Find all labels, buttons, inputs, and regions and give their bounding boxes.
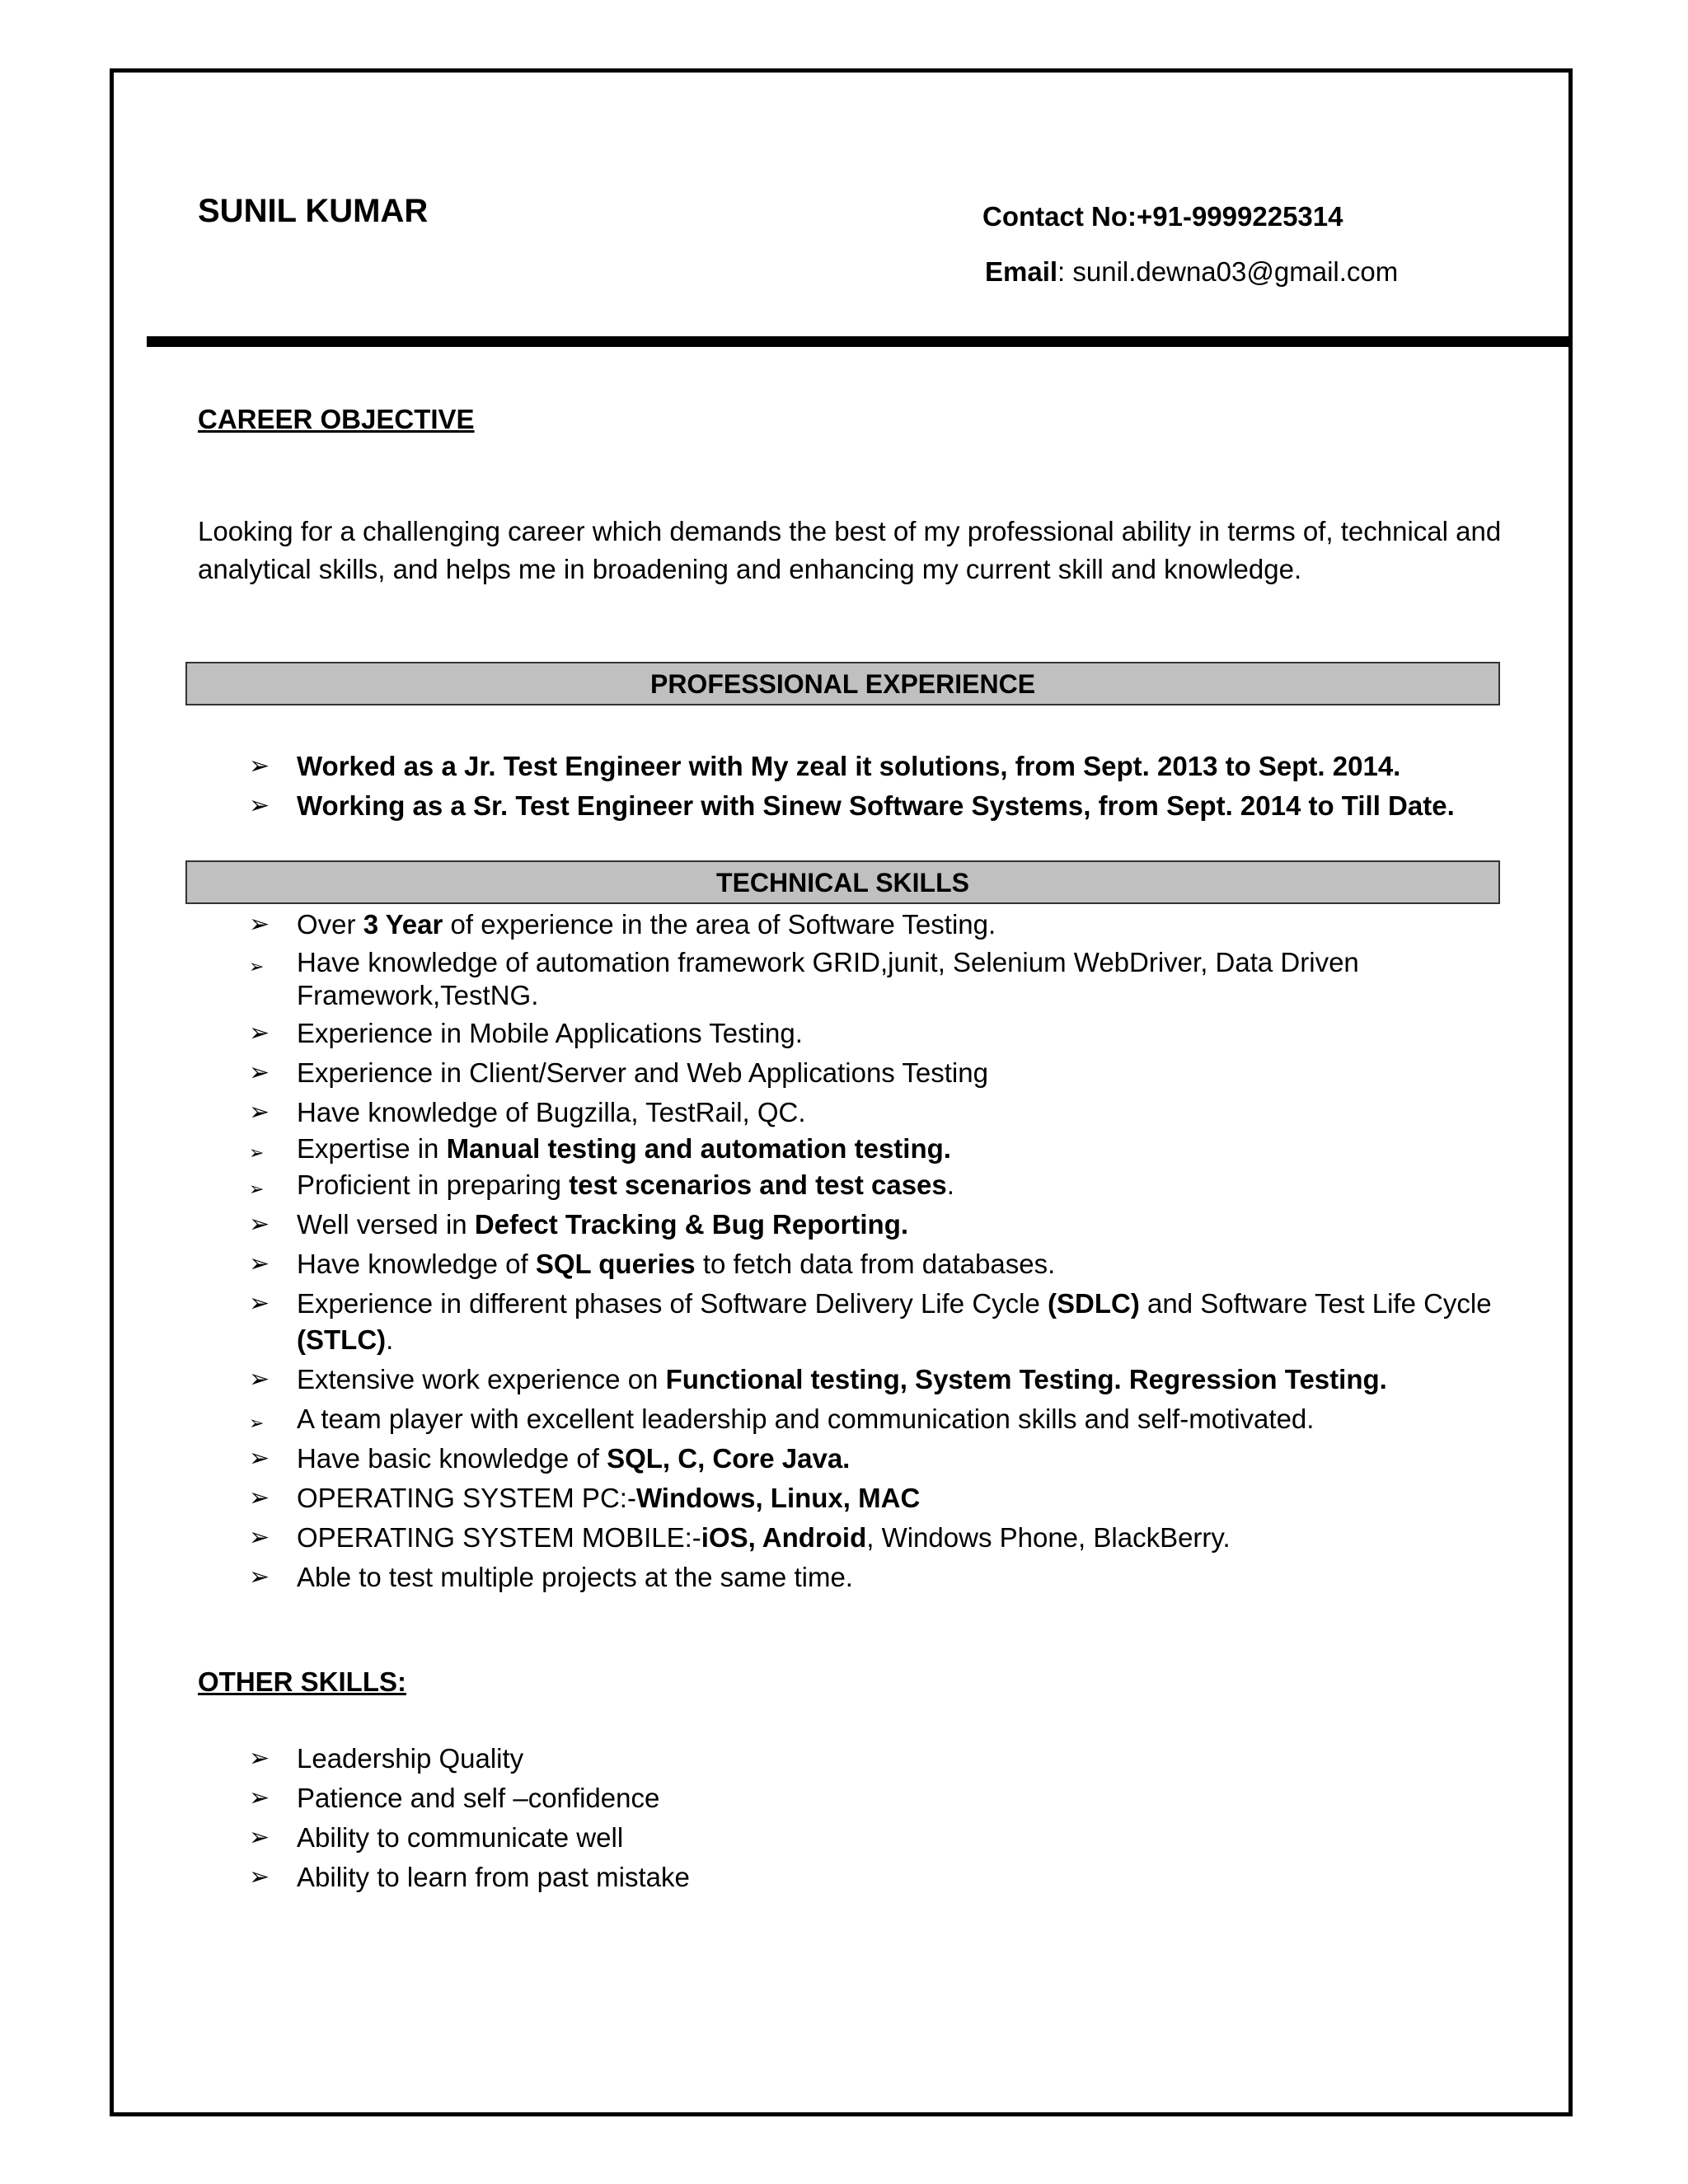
professional-experience-heading: PROFESSIONAL EXPERIENCE — [185, 662, 1500, 705]
skill-item: ➢ Have knowledge of Bugzilla, TestRail, QC. — [198, 1094, 1550, 1131]
skill-item: ➢ Have basic knowledge of SQL, C, Core Java. — [198, 1441, 1550, 1477]
skill-item: ➢ Experience in Client/Server and Web Applications Testing — [198, 1055, 1550, 1091]
other-skill-item: ➢ Ability to learn from past mistake — [198, 1858, 1550, 1897]
experience-item: ➢ Working as a Sr. Test Engineer with Sinew Software Systems, from Sept. 2014 to Till Date. — [198, 786, 1550, 826]
skill-item: ➢ Have knowledge of SQL queries to fetch data from databases. — [198, 1246, 1550, 1282]
skill-item: ➢ Over 3 Year of experience in the area of Software Testing. — [198, 907, 1550, 943]
arrowhead-bullet-icon: ➢ — [249, 1365, 270, 1394]
email-value: : sunil.dewna03@gmail.com — [1057, 256, 1399, 287]
arrowhead-bullet-icon: ➢ — [249, 1863, 270, 1891]
skill-item: ➢ Experience in different phases of Software Delivery Life Cycle (SDLC) and Software Test Life Cycle (STLC). — [198, 1286, 1550, 1358]
arrowhead-bullet-icon: ➢ — [249, 1143, 265, 1164]
experience-list — [198, 747, 1550, 826]
arrowhead-bullet-icon: ➢ — [249, 791, 270, 820]
arrowhead-bullet-icon: ➢ — [249, 1783, 270, 1812]
skill-item: ➢ OPERATING SYSTEM PC:-Windows, Linux, MAC — [198, 1480, 1550, 1516]
arrowhead-bullet-icon: ➢ — [249, 1823, 270, 1852]
arrowhead-bullet-icon: ➢ — [249, 1249, 270, 1278]
skill-item: ➢ Experience in Mobile Applications Testing. — [198, 1015, 1550, 1052]
skill-item: ➢ Able to test multiple projects at the same time. — [198, 1559, 1550, 1596]
other-skill-item: ➢ Ability to communicate well — [198, 1818, 1550, 1858]
header-divider — [147, 336, 1571, 347]
arrowhead-bullet-icon: ➢ — [249, 1523, 270, 1552]
skill-item: ➢ A team player with excellent leadership and communication skills and self-motivated. — [198, 1401, 1550, 1437]
career-objective-text: Looking for a challenging career which demands the best of my professional ability in terms of, technical and analytical skills, and helps me in broadening and enhancing my current skill and knowledge. — [198, 516, 1502, 584]
skill-item: ➢ OPERATING SYSTEM MOBILE:-iOS, Android, Windows Phone, BlackBerry. — [198, 1520, 1550, 1556]
experience-item: ➢ Worked as a Jr. Test Engineer with My zeal it solutions, from Sept. 2013 to Sept. 2014. — [198, 747, 1550, 786]
candidate-name: SUNIL KUMAR — [198, 193, 429, 229]
arrowhead-bullet-icon: ➢ — [249, 1179, 265, 1200]
skill-item: ➢ Well versed in Defect Tracking & Bug Reporting. — [198, 1207, 1550, 1243]
arrowhead-bullet-icon: ➢ — [249, 910, 270, 939]
career-objective-heading: CAREER OBJECTIVE — [198, 404, 475, 434]
technical-skills-heading: TECHNICAL SKILLS — [185, 860, 1500, 904]
skill-item: ➢ Extensive work experience on Functional testing, System Testing. Regression Testing. — [198, 1361, 1550, 1398]
arrowhead-bullet-icon: ➢ — [249, 1289, 270, 1318]
other-skills-heading: OTHER SKILLS: — [198, 1666, 406, 1697]
arrowhead-bullet-icon: ➢ — [249, 1563, 270, 1591]
other-skill-item: ➢ Patience and self –confidence — [198, 1779, 1550, 1818]
arrowhead-bullet-icon: ➢ — [249, 1744, 270, 1773]
arrowhead-bullet-icon: ➢ — [249, 957, 265, 977]
arrowhead-bullet-icon: ➢ — [249, 752, 270, 780]
arrowhead-bullet-icon: ➢ — [249, 1098, 270, 1127]
arrowhead-bullet-icon: ➢ — [249, 1210, 270, 1239]
email-line — [985, 256, 1398, 288]
arrowhead-bullet-icon: ➢ — [249, 1058, 270, 1087]
arrowhead-bullet-icon: ➢ — [249, 1413, 265, 1434]
email-label: Email — [985, 256, 1058, 287]
contact-number: Contact No:+91-9999225314 — [982, 201, 1343, 232]
arrowhead-bullet-icon: ➢ — [249, 1019, 270, 1047]
skill-item: ➢ Expertise in Manual testing and automation testing. — [198, 1131, 1550, 1167]
skill-item: ➢ Have knowledge of automation framework GRID,junit, Selenium WebDriver, Data Driven Framework,TestNG. — [249, 947, 1359, 1010]
technical-skills-list — [198, 907, 1550, 1599]
arrowhead-bullet-icon: ➢ — [249, 1444, 270, 1473]
arrowhead-bullet-icon: ➢ — [249, 1483, 270, 1512]
skill-item: ➢ Proficient in preparing test scenarios and test cases. — [198, 1167, 1550, 1203]
other-skills-list — [198, 1739, 1550, 1897]
other-skill-item: ➢ Leadership Quality — [198, 1739, 1550, 1779]
